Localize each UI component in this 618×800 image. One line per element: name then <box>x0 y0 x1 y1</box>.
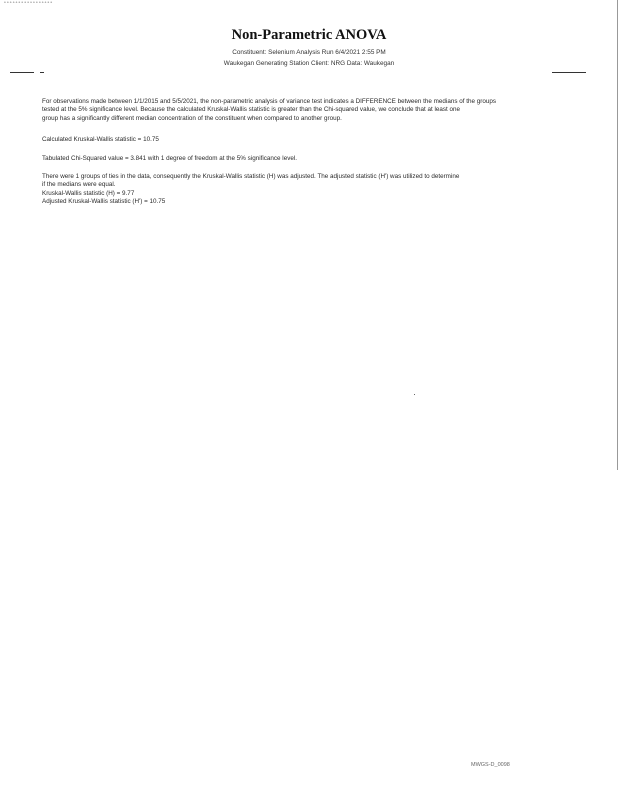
result-line-1: For observations made between 1/1/2015 and 5/5/2021, the non-parametric analysis of variance test indicates a DIFFERENCE between the medians of the groups <box>42 98 496 105</box>
bates-number: MWGS-D_0098 <box>471 762 510 768</box>
subtitle-line-2: Waukegan Generating Station Client: NRG Data: Waukegan <box>223 60 395 67</box>
ties-line-2: if the medians were equal. <box>42 181 116 189</box>
chi-squared-value: Tabulated Chi-Squared value = 3.841 with 1 degree of freedom at the 5% significance level. <box>42 155 298 162</box>
page-title: Non-Parametric ANOVA <box>231 27 387 43</box>
header-rule-left <box>10 72 34 73</box>
subtitle-line-1: Constituent: Selenium Analysis Run 6/4/2021 2:55 PM <box>232 49 386 56</box>
result-line-3: group has a significantly different median concentration of the constituent when compared to another group. <box>42 114 342 122</box>
header-strip: a a a a a a a a a a a a a a a a a <box>4 0 53 4</box>
ties-adjustment-paragraph <box>42 173 562 207</box>
kruskal-wallis-statistic: Calculated Kruskal-Wallis statistic = 10.75 <box>42 136 159 143</box>
result-paragraph <box>42 98 562 123</box>
scan-speck <box>414 394 415 395</box>
adjusted-h-statistic: Adjusted Kruskal-Wallis statistic (H') = 10.75 <box>42 198 166 206</box>
ties-line-1: There were 1 groups of ties in the data, consequently the Kruskal-Wallis statistic (H) was adjusted. The adjusted statistic (H') was utilized to determine <box>42 173 460 180</box>
header-rule-left-tick <box>40 72 44 73</box>
result-line-2: tested at the 5% significance level. Because the calculated Kruskal-Wallis statistic is greater than the Chi-squared value, we conclude that at least one <box>42 106 461 114</box>
h-statistic: Kruskal-Wallis statistic (H) = 9.77 <box>42 189 135 197</box>
header-rule-right <box>552 72 586 73</box>
